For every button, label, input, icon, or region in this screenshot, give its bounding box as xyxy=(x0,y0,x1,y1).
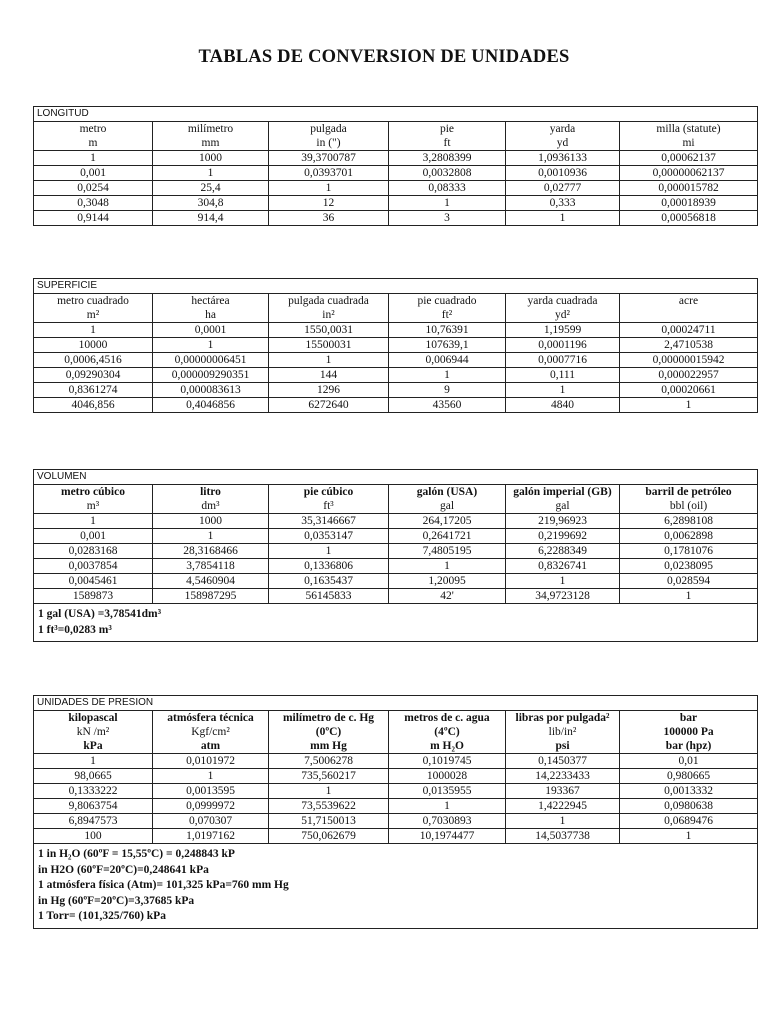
table-cell: 0,00020661 xyxy=(620,383,758,398)
table-cell: 0,01 xyxy=(620,754,758,769)
note-line: 1 ft³=0,0283 m³ xyxy=(38,623,112,636)
note-line: 1 in H₂O (60ºF = 15,55ºC) = 0,248843 kP xyxy=(38,848,235,860)
unit-symbol: bbl (oil) xyxy=(620,499,758,514)
table-cell: 1,20095 xyxy=(389,574,506,589)
table-cell: 1 xyxy=(506,383,620,398)
table-row xyxy=(34,574,758,589)
table-cell: 0,0393701 xyxy=(269,166,389,181)
table-cell: 1 xyxy=(506,211,620,226)
table-cell: 0,00018939 xyxy=(620,196,758,211)
table-cell: 1 xyxy=(153,338,269,353)
table-row xyxy=(34,368,758,383)
table-cell: 1 xyxy=(620,398,758,413)
table-cell: 1 xyxy=(269,544,389,559)
table-cell: 2,4710538 xyxy=(620,338,758,353)
table-cell: 0,0032808 xyxy=(389,166,506,181)
table-row xyxy=(34,529,758,544)
table-row xyxy=(34,196,758,211)
unit-symbol: ft³ xyxy=(269,499,389,514)
table-row xyxy=(34,589,758,604)
unit-symbol: yd xyxy=(506,136,620,151)
table-cell: 0,028594 xyxy=(620,574,758,589)
table-cell: 28,3168466 xyxy=(153,544,269,559)
section-title: SUPERFICIE xyxy=(34,279,758,294)
unit-symbol: in (") xyxy=(269,136,389,151)
table-cell: 0,0045461 xyxy=(34,574,153,589)
column-header: hectárea xyxy=(153,294,269,309)
table-cell: 304,8 xyxy=(153,196,269,211)
table-row xyxy=(34,784,758,799)
table-cell: 0,09290304 xyxy=(34,368,153,383)
unit-symbol: m³ xyxy=(34,499,153,514)
unit-symbol: yd² xyxy=(506,308,620,323)
table-cell: 0,1019745 xyxy=(389,754,506,769)
table-cell: 4840 xyxy=(506,398,620,413)
unit-symbol: mm xyxy=(153,136,269,151)
table-cell: 7,5006278 xyxy=(269,754,389,769)
column-header: milímetro xyxy=(153,122,269,137)
table-cell: 1000 xyxy=(153,151,269,166)
volumen-table xyxy=(33,469,758,642)
table-cell: 0,3048 xyxy=(34,196,153,211)
table-cell: 0,0135955 xyxy=(389,784,506,799)
table-cell: 1 xyxy=(389,799,506,814)
table-row xyxy=(34,353,758,368)
table-cell: 34,9723128 xyxy=(506,589,620,604)
table-cell: 15500031 xyxy=(269,338,389,353)
column-subheader: (4ºC) xyxy=(389,725,506,739)
table-cell: 0,2641721 xyxy=(389,529,506,544)
unit-symbol: in² xyxy=(269,308,389,323)
unit-symbol: ha xyxy=(153,308,269,323)
table-cell: 6,2898108 xyxy=(620,514,758,529)
column-header: pie cuadrado xyxy=(389,294,506,309)
table-cell: 35,3146667 xyxy=(269,514,389,529)
table-cell: 158987295 xyxy=(153,589,269,604)
table-cell: 0,0001196 xyxy=(506,338,620,353)
table-cell: 1 xyxy=(34,514,153,529)
unit-symbol xyxy=(620,308,758,323)
table-cell: 0,0101972 xyxy=(153,754,269,769)
table-cell: 9 xyxy=(389,383,506,398)
table-row xyxy=(34,544,758,559)
table-cell: 0,0353147 xyxy=(269,529,389,544)
table-cell: 1 xyxy=(269,353,389,368)
table-cell: 0,00062137 xyxy=(620,151,758,166)
note-line: in H2O (60ºF=20ºC)=0,248641 kPa xyxy=(38,863,209,876)
table-cell: 6272640 xyxy=(269,398,389,413)
table-cell: 0,001 xyxy=(34,166,153,181)
table-cell: 10,76391 xyxy=(389,323,506,338)
table-cell: 1000 xyxy=(153,514,269,529)
column-header: yarda xyxy=(506,122,620,137)
table-cell: 0,00024711 xyxy=(620,323,758,338)
longitud-table xyxy=(33,106,758,226)
section-title: VOLUMEN xyxy=(34,470,758,485)
table-cell: 0,000083613 xyxy=(153,383,269,398)
table-cell: 7,4805195 xyxy=(389,544,506,559)
table-cell: 0,001 xyxy=(34,529,153,544)
unit-symbol: psi xyxy=(506,739,620,754)
table-cell: 0,0007716 xyxy=(506,353,620,368)
table-cell: 0,000015782 xyxy=(620,181,758,196)
unit-symbol: m xyxy=(34,136,153,151)
table-cell: 0,980665 xyxy=(620,769,758,784)
table-cell: 0,2199692 xyxy=(506,529,620,544)
table-cell: 0,8361274 xyxy=(34,383,153,398)
table-cell: 1296 xyxy=(269,383,389,398)
table-cell: 0,000022957 xyxy=(620,368,758,383)
table-row xyxy=(34,514,758,529)
table-cell: 0,1336806 xyxy=(269,559,389,574)
table-cell: 0,0689476 xyxy=(620,814,758,829)
note-line: 1 Torr= (101,325/760) kPa xyxy=(38,910,166,922)
column-header: atmósfera técnica xyxy=(153,711,269,726)
table-row xyxy=(34,166,758,181)
table-cell: 43560 xyxy=(389,398,506,413)
column-header: pie cúbico xyxy=(269,485,389,500)
table-cell: 1 xyxy=(34,754,153,769)
table-cell: 6,8947573 xyxy=(34,814,153,829)
table-cell: 1 xyxy=(153,529,269,544)
table-cell: 42' xyxy=(389,589,506,604)
table-cell: 0,08333 xyxy=(389,181,506,196)
table-cell: 51,7150013 xyxy=(269,814,389,829)
table-cell: 0,070307 xyxy=(153,814,269,829)
table-cell: 0,0013332 xyxy=(620,784,758,799)
table-cell: 0,1781076 xyxy=(620,544,758,559)
table-row xyxy=(34,151,758,166)
unit-symbol: kPa xyxy=(34,739,153,754)
column-subheader: lib/in² xyxy=(506,725,620,739)
table-cell: 0,0013595 xyxy=(153,784,269,799)
table-cell: 1 xyxy=(269,181,389,196)
superficie-table xyxy=(33,278,758,413)
table-cell: 10000 xyxy=(34,338,153,353)
table-cell: 1 xyxy=(620,589,758,604)
table-row xyxy=(34,383,758,398)
unit-symbol: atm xyxy=(153,739,269,754)
table-cell: 1,0197162 xyxy=(153,829,269,844)
table-cell: 107639,1 xyxy=(389,338,506,353)
table-row xyxy=(34,181,758,196)
column-header: pie xyxy=(389,122,506,137)
table-row xyxy=(34,323,758,338)
unit-symbol: mi xyxy=(620,136,758,151)
table-row xyxy=(34,829,758,844)
table-cell: 0,7030893 xyxy=(389,814,506,829)
table-cell: 0,0001 xyxy=(153,323,269,338)
table-cell: 1 xyxy=(389,368,506,383)
column-subheader: 100000 Pa xyxy=(620,725,758,739)
presion-table xyxy=(33,695,758,929)
table-cell: 0,1333222 xyxy=(34,784,153,799)
column-header: barril de petróleo xyxy=(620,485,758,500)
note-line: 1 gal (USA) =3,78541dm³ xyxy=(38,608,162,620)
table-cell: 1 xyxy=(153,166,269,181)
table-cell: 0,0283168 xyxy=(34,544,153,559)
unit-symbol: m² xyxy=(34,308,153,323)
table-cell: 1,4222945 xyxy=(506,799,620,814)
table-cell: 0,9144 xyxy=(34,211,153,226)
table-cell: 1,19599 xyxy=(506,323,620,338)
table-cell: 1 xyxy=(506,574,620,589)
column-header: milla (statute) xyxy=(620,122,758,137)
table-cell: 3,7854118 xyxy=(153,559,269,574)
table-cell: 0,0010936 xyxy=(506,166,620,181)
table-cell: 0,8326741 xyxy=(506,559,620,574)
note-line: in Hg (60ºF=20ºC)=3,37685 kPa xyxy=(38,894,195,907)
section-title: UNIDADES DE PRESION xyxy=(34,696,758,711)
table-cell: 0,0254 xyxy=(34,181,153,196)
table-cell: 1 xyxy=(34,323,153,338)
table-cell: 0,000009290351 xyxy=(153,368,269,383)
table-cell: 0,006944 xyxy=(389,353,506,368)
table-cell: 0,0999972 xyxy=(153,799,269,814)
table-row xyxy=(34,769,758,784)
table-cell: 1550,0031 xyxy=(269,323,389,338)
column-header: bar xyxy=(620,711,758,726)
table-cell: 1 xyxy=(269,784,389,799)
column-subheader: kN /m² xyxy=(34,725,153,739)
table-cell: 25,4 xyxy=(153,181,269,196)
column-subheader: Kgf/cm² xyxy=(153,725,269,739)
table-cell: 36 xyxy=(269,211,389,226)
notes-box xyxy=(34,604,758,642)
table-cell: 10,1974477 xyxy=(389,829,506,844)
table-row xyxy=(34,211,758,226)
table-cell: 735,560217 xyxy=(269,769,389,784)
column-header: acre xyxy=(620,294,758,309)
table-row xyxy=(34,754,758,769)
table-cell: 1,0936133 xyxy=(506,151,620,166)
column-header: galón imperial (GB) xyxy=(506,485,620,500)
table-cell: 0,0980638 xyxy=(620,799,758,814)
unit-symbol: ft² xyxy=(389,308,506,323)
table-cell: 1 xyxy=(34,151,153,166)
table-cell: 0,1450377 xyxy=(506,754,620,769)
column-header: metro cúbico xyxy=(34,485,153,500)
column-header: milímetro de c. Hg xyxy=(269,711,389,726)
table-cell: 14,5037738 xyxy=(506,829,620,844)
table-cell: 100 xyxy=(34,829,153,844)
table-cell: 264,17205 xyxy=(389,514,506,529)
table-cell: 914,4 xyxy=(153,211,269,226)
table-cell: 0,00000015942 xyxy=(620,353,758,368)
table-cell: 0,0238095 xyxy=(620,559,758,574)
table-cell: 0,4046856 xyxy=(153,398,269,413)
notes-box xyxy=(34,844,758,929)
table-cell: 9,8063754 xyxy=(34,799,153,814)
table-cell: 1 xyxy=(389,559,506,574)
table-cell: 12 xyxy=(269,196,389,211)
note-line: 1 atmósfera física (Atm)= 101,325 kPa=760 mm Hg xyxy=(38,879,289,891)
column-header: metro cuadrado xyxy=(34,294,153,309)
table-cell: 6,2288349 xyxy=(506,544,620,559)
table-cell: 0,00000006451 xyxy=(153,353,269,368)
table-cell: 4046,856 xyxy=(34,398,153,413)
table-cell: 4,5460904 xyxy=(153,574,269,589)
table-cell: 0,02777 xyxy=(506,181,620,196)
table-cell: 14,2233433 xyxy=(506,769,620,784)
column-header: metro xyxy=(34,122,153,137)
unit-symbol: m H₂O xyxy=(389,739,506,754)
table-cell: 1 xyxy=(506,814,620,829)
section-title: LONGITUD xyxy=(34,107,758,122)
column-header: pulgada xyxy=(269,122,389,137)
table-cell: 0,333 xyxy=(506,196,620,211)
table-row xyxy=(34,814,758,829)
page-title: TABLAS DE CONVERSION DE UNIDADES xyxy=(198,47,570,67)
unit-symbol: ft xyxy=(389,136,506,151)
column-header: kilopascal xyxy=(34,711,153,726)
table-cell: 39,3700787 xyxy=(269,151,389,166)
table-cell: 0,0062898 xyxy=(620,529,758,544)
table-cell: 1000028 xyxy=(389,769,506,784)
table-cell: 0,111 xyxy=(506,368,620,383)
table-cell: 750,062679 xyxy=(269,829,389,844)
table-cell: 193367 xyxy=(506,784,620,799)
unit-symbol: gal xyxy=(389,499,506,514)
column-header: pulgada cuadrada xyxy=(269,294,389,309)
table-cell: 1589873 xyxy=(34,589,153,604)
table-row xyxy=(34,799,758,814)
column-header: yarda cuadrada xyxy=(506,294,620,309)
table-cell: 1 xyxy=(620,829,758,844)
column-header: metros de c. agua xyxy=(389,711,506,726)
column-header: libras por pulgada² xyxy=(506,711,620,726)
unit-symbol: bar (hpz) xyxy=(620,739,758,754)
table-cell: 98,0665 xyxy=(34,769,153,784)
table-cell: 0,0006,4516 xyxy=(34,353,153,368)
table-cell: 0,1635437 xyxy=(269,574,389,589)
column-subheader: (0ºC) xyxy=(269,725,389,739)
table-cell: 0,00000062137 xyxy=(620,166,758,181)
table-row xyxy=(34,338,758,353)
table-cell: 56145833 xyxy=(269,589,389,604)
table-cell: 0,00056818 xyxy=(620,211,758,226)
unit-symbol: gal xyxy=(506,499,620,514)
table-cell: 219,96923 xyxy=(506,514,620,529)
table-row xyxy=(34,559,758,574)
table-cell: 1 xyxy=(153,769,269,784)
table-cell: 3 xyxy=(389,211,506,226)
unit-symbol: mm Hg xyxy=(269,739,389,754)
table-cell: 73,5539622 xyxy=(269,799,389,814)
unit-symbol: dm³ xyxy=(153,499,269,514)
table-cell: 0,0037854 xyxy=(34,559,153,574)
table-cell: 3,2808399 xyxy=(389,151,506,166)
column-header: galón (USA) xyxy=(389,485,506,500)
column-header: litro xyxy=(153,485,269,500)
table-cell: 1 xyxy=(389,196,506,211)
table-cell: 144 xyxy=(269,368,389,383)
table-row xyxy=(34,398,758,413)
